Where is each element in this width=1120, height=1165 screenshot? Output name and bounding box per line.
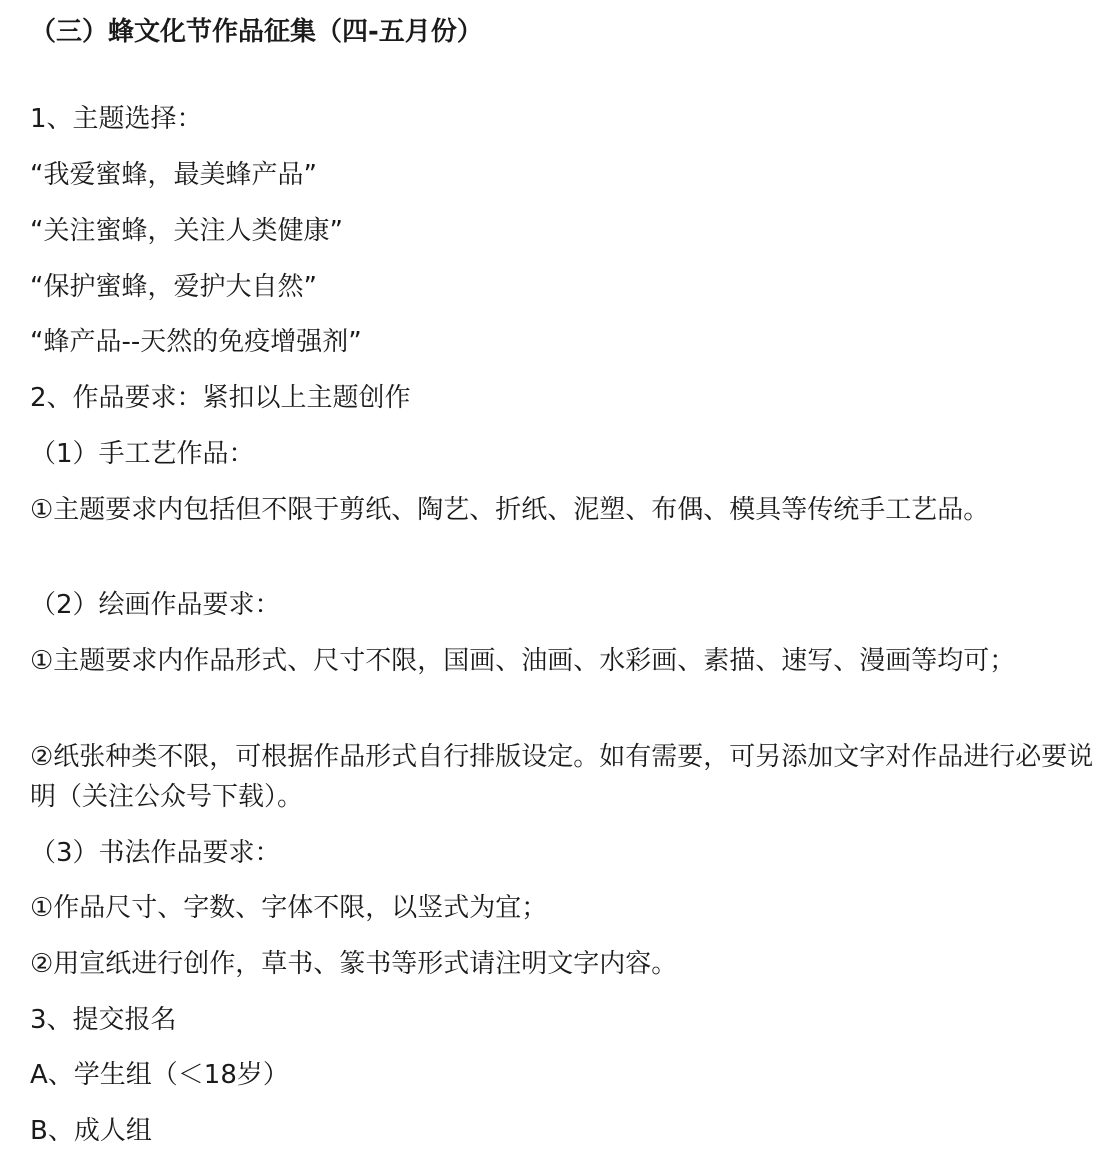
group-a: A、学生组（＜18岁） [30,1060,289,1090]
requirements-label: 2、作品要求：紧扣以上主题创作 [30,383,411,413]
theme-label: 1、主题选择： [30,104,203,134]
calligraphy-label: （3）书法作品要求： [30,838,281,868]
theme-option: “关注蜜蜂，关注人类健康” [30,216,343,246]
painting-item: ②纸张种类不限，可根据作品形式自行排版设定。如有需要，可另添加文字对作品进行必要说明（关注公众号下载）。 [30,742,1094,812]
calligraphy-item: ①作品尺寸、字数、字体不限，以竖式为宜； [30,893,548,923]
theme-option: “我爱蜜蜂，最美蜂产品” [30,160,317,190]
submission-label: 3、提交报名 [30,1005,177,1035]
handcraft-item: ①主题要求内包括但不限于剪纸、陶艺、折纸、泥塑、布偶、模具等传统手工艺品。 [30,495,990,525]
section-title: （三）蜂文化节作品征集（四-五月份） [30,17,483,47]
calligraphy-item: ②用宣纸进行创作，草书、篆书等形式请注明文字内容。 [30,949,678,979]
theme-option: “蜂产品--天然的免疫增强剂” [30,327,362,357]
painting-label: （2）绘画作品要求： [30,590,281,620]
group-b: B、成人组 [30,1116,152,1146]
painting-item: ①主题要求内作品形式、尺寸不限，国画、油画、水彩画、素描、速写、漫画等均可； [30,646,1016,676]
handcraft-label: （1）手工艺作品： [30,439,255,469]
theme-option: “保护蜜蜂，爱护大自然” [30,272,317,302]
